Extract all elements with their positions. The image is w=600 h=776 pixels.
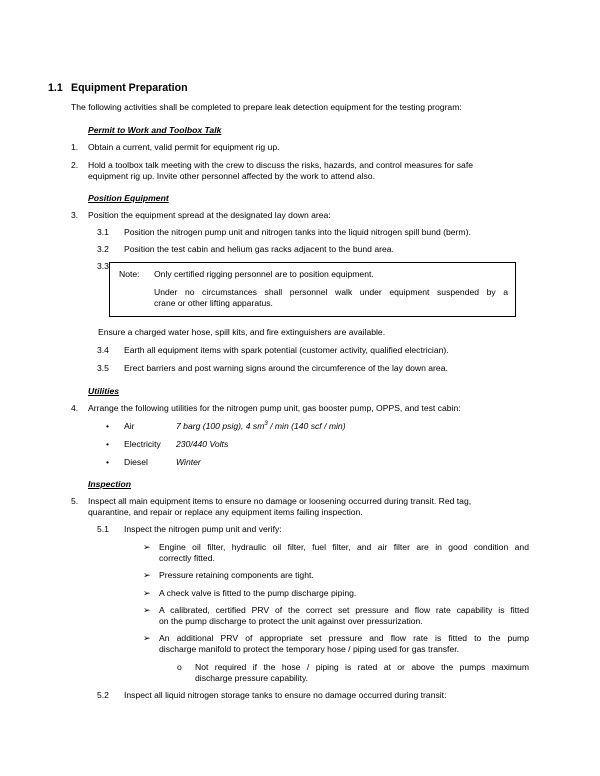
note-label: Note: bbox=[119, 269, 140, 279]
bullet-icon: • bbox=[106, 457, 110, 467]
section-number: 1.1 bbox=[48, 82, 63, 94]
arrow-bullet-icon: ➢ bbox=[143, 542, 151, 552]
position-step-3-2: Position the test cabin and helium gas racks adjacent to the bund area. bbox=[124, 244, 394, 254]
sub-number: 5.2 bbox=[97, 690, 109, 700]
position-step-3-1: Position the nitrogen pump unit and nitrogen tanks into the liquid nitrogen spill bund (berm). bbox=[124, 227, 471, 237]
list-number: 5. bbox=[71, 496, 79, 506]
note-box bbox=[109, 262, 516, 317]
section-title: Equipment Preparation bbox=[71, 82, 188, 94]
utility-name: Diesel bbox=[124, 457, 148, 467]
list-number: 4. bbox=[71, 403, 79, 413]
sub-number: 5.1 bbox=[97, 524, 109, 534]
utility-value: 230/440 Volts bbox=[176, 439, 229, 449]
inspection-item-5-line-1: Inspect all main equipment items to ensure no damage or loosening occurred during transit. Red tag, bbox=[88, 496, 472, 506]
utilities-heading: Utilities bbox=[88, 386, 120, 396]
inspection-check-4-line-2: on the pump discharge to protect the unit against over pressurization. bbox=[159, 616, 423, 626]
bullet-icon: • bbox=[106, 439, 110, 449]
arrow-bullet-icon: ➢ bbox=[143, 588, 151, 598]
sub-number: 3.4 bbox=[97, 345, 109, 355]
permit-item-2-line-2: equipment rig up. Invite other personnel affected by the work to attend also. bbox=[88, 171, 375, 181]
note-line-1: Only certified rigging personnel are to position equipment. bbox=[154, 269, 374, 279]
note-line-3: crane or other lifting apparatus. bbox=[154, 298, 273, 308]
inspection-check-4-line-1: A calibrated, certified PRV of the correct set pressure and flow rate capability is fitted bbox=[159, 605, 529, 615]
inspection-check-1-line-2: correctly fitted. bbox=[159, 553, 215, 563]
inspection-check-3: A check valve is fitted to the pump discharge piping. bbox=[159, 588, 357, 598]
utility-name: Electricity bbox=[124, 439, 161, 449]
position-heading: Position Equipment bbox=[88, 193, 169, 203]
inspection-check-5-line-1: An additional PRV of appropriate set pressure and flow rate is fitted to the pump bbox=[159, 633, 529, 643]
permit-item-2-line-1: Hold a toolbox talk meeting with the crew to discuss the risks, hazards, and control measures for safe bbox=[88, 160, 473, 170]
utilities-item-4: Arrange the following utilities for the nitrogen pump unit, gas booster pump, OPPS, and test cabin: bbox=[88, 403, 461, 413]
inspection-check-5-line-2: discharge manifold to protect the temporary hose / piping used for gas transfer. bbox=[159, 644, 459, 654]
position-step-3-5: Erect barriers and post warning signs around the circumference of the lay down area. bbox=[124, 363, 448, 373]
sub-number: 3.5 bbox=[97, 363, 109, 373]
sub-number: 3.1 bbox=[97, 227, 109, 237]
list-number: 2. bbox=[71, 160, 79, 170]
inspection-sub-note-line-2: discharge pressure capability. bbox=[195, 673, 309, 683]
utility-value: 7 barg (100 psig), 4 $sm^3$ / min (140 scf / min) bbox=[176, 421, 346, 431]
inspection-check-2: Pressure retaining components are tight. bbox=[159, 570, 314, 580]
inspection-step-5-2: Inspect all liquid nitrogen storage tanks to ensure no damage occurred during transit: bbox=[124, 690, 447, 700]
note-line-2: Under no circumstances shall personnel walk under equipment suspended by a bbox=[154, 287, 508, 297]
inspection-step-5-1: Inspect the nitrogen pump unit and verify: bbox=[124, 524, 282, 534]
position-step-3-4: Earth all equipment items with spark potential (customer activity, qualified electrician). bbox=[124, 345, 449, 355]
inspection-item-5-line-2: quarantine, and repair or replace any equipment items failing inspection. bbox=[88, 507, 363, 517]
arrow-bullet-icon: ➢ bbox=[143, 605, 151, 615]
position-item-3: Position the equipment spread at the designated lay down area: bbox=[88, 210, 331, 220]
permit-item-1: Obtain a current, valid permit for equipment rig up. bbox=[88, 142, 280, 152]
section-intro: The following activities shall be completed to prepare leak detection equipment for the testing program: bbox=[71, 102, 462, 112]
sub-number: 3.2 bbox=[97, 244, 109, 254]
sub-number: 3.3 bbox=[97, 261, 109, 271]
inspection-check-1-line-1: Engine oil filter, hydraulic oil filter, fuel filter, and air filter are in good condition and bbox=[159, 542, 529, 552]
circle-bullet-icon: o bbox=[177, 662, 182, 672]
utility-value: Winter bbox=[176, 457, 201, 467]
inspection-sub-note-line-1: Not required if the hose / piping is rated at or above the pumps maximum bbox=[195, 662, 529, 672]
position-step-3-3: Ensure a charged water hose, spill kits, and fire extinguishers are available. bbox=[98, 327, 386, 337]
permit-heading: Permit to Work and Toolbox Talk bbox=[88, 125, 222, 135]
list-number: 1. bbox=[71, 142, 79, 152]
arrow-bullet-icon: ➢ bbox=[143, 633, 151, 643]
bullet-icon: • bbox=[106, 421, 110, 431]
list-number: 3. bbox=[71, 210, 79, 220]
inspection-heading: Inspection bbox=[88, 479, 131, 489]
arrow-bullet-icon: ➢ bbox=[143, 570, 151, 580]
utility-name: Air bbox=[124, 421, 135, 431]
